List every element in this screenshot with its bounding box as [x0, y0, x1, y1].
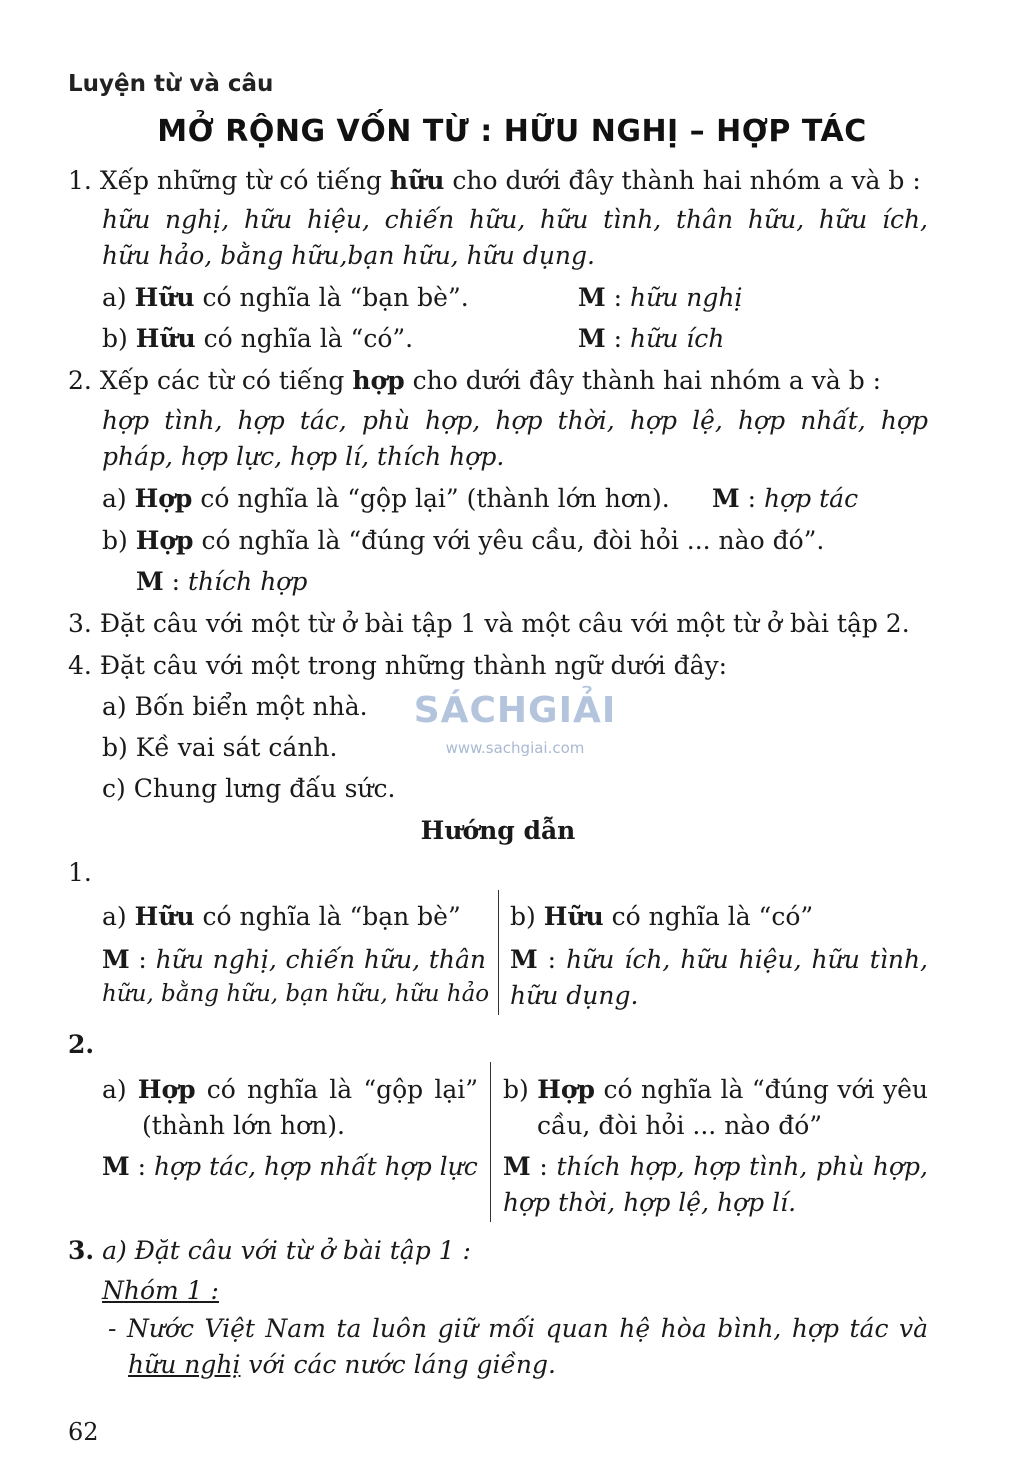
idiom-item: c) Chung lưng đấu sức.: [102, 774, 396, 803]
answer-3-sentence-line2: hữu nghị với các nước láng giềng.: [128, 1350, 556, 1379]
guide-heading: Hướng dẫn: [420, 816, 576, 845]
exercise-number: 1.: [68, 166, 92, 195]
section-label: Luyện từ và câu: [68, 71, 274, 97]
answer-1-left-heading: a) Hữu có nghĩa là “bạn bè”: [102, 902, 461, 931]
exercise-2-words-line2: pháp, hợp lực, hợp lí, thích hợp.: [102, 442, 505, 471]
exercise-1-group-b: b) Hữu có nghĩa là “có”.: [102, 324, 414, 353]
column-divider: [498, 890, 499, 1015]
answer-2-right-examples-line2: hợp thời, hợp lệ, hợp lí.: [503, 1188, 797, 1217]
lesson-title: MỞ RỘNG VỐN TỪ : HỮU NGHỊ – HỢP TÁC: [157, 114, 867, 149]
underlined-word: hữu nghị: [128, 1350, 241, 1379]
exercise-1-group-a-example: M : hữu nghị: [578, 283, 743, 312]
watermark-url: www.sachgiai.com: [445, 739, 585, 758]
answer-2-number: 2.: [68, 1030, 95, 1059]
answer-1-left-examples-line2: hữu, bằng hữu, bạn hữu, hữu hảo: [102, 981, 490, 1007]
answer-2-right-heading-line2: cầu, đòi hỏi ... nào đó”: [537, 1111, 823, 1140]
exercise-1-group-b-example: M : hữu ích: [578, 324, 725, 353]
answer-2-right-examples-line1: M : thích hợp, hợp tình, phù hợp,: [503, 1152, 928, 1181]
answer-2-left-examples: M : hợp tác, hợp nhất hợp lực: [102, 1152, 478, 1181]
exercise-2-group-b: b) Hợp có nghĩa là “đúng với yêu cầu, đòi hỏi ... nào đó”.: [102, 526, 825, 555]
answer-2-left-heading: a) Hợp có nghĩa là “gộp lại”: [102, 1075, 478, 1104]
exercise-number: 2.: [68, 366, 92, 395]
exercise-1-words-line1: hữu nghị, hữu hiệu, chiến hữu, hữu tình, thân hữu, hữu ích,: [102, 205, 928, 234]
exercise-number: 4.: [68, 651, 92, 680]
answer-3-group-label: Nhóm 1 :: [102, 1276, 219, 1305]
exercise-1-group-a: a) Hữu có nghĩa là “bạn bè”.: [102, 283, 469, 312]
idiom-item: b) Kề vai sát cánh.: [102, 733, 338, 762]
watermark-brand: SÁCHGIẢI: [413, 690, 617, 731]
exercise-2-group-b-example: M : thích hợp: [136, 567, 308, 596]
exercise-2-group-a: a) Hợp có nghĩa là “gộp lại” (thành lớn hơn).: [102, 484, 670, 513]
exercise-2-group-a-example: M : hợp tác: [712, 484, 859, 513]
answer-2-right-heading: b) Hợp có nghĩa là “đúng với yêu: [503, 1075, 928, 1104]
answer-1-number: 1.: [68, 858, 92, 887]
answer-1-right-heading: b) Hữu có nghĩa là “có”: [510, 902, 814, 931]
answer-3-intro: 3. a) Đặt câu với từ ở bài tập 1 :: [68, 1236, 471, 1265]
idiom-item: a) Bốn biển một nhà.: [102, 692, 368, 721]
answer-1-right-examples-line2: hữu dụng.: [510, 981, 639, 1010]
exercise-number: 3.: [68, 609, 92, 638]
exercise-1-words-line2: hữu hảo, bằng hữu,bạn hữu, hữu dụng.: [102, 241, 595, 270]
watermark: [410, 690, 620, 758]
page-number: 62: [68, 1418, 99, 1446]
exercise-4-prompt: 4. Đặt câu với một trong những thành ngữ dưới đây:: [68, 651, 728, 680]
answer-1-right-examples-line1: M : hữu ích, hữu hiệu, hữu tình,: [510, 945, 928, 974]
answer-3-sentence-line1: - Nước Việt Nam ta luôn giữ mối quan hệ hòa bình, hợp tác và: [108, 1314, 928, 1343]
answer-2-left-heading-line2: (thành lớn hơn).: [142, 1111, 346, 1140]
exercise-2-words-line1: hợp tình, hợp tác, phù hợp, hợp thời, hợp lệ, hợp nhất, hợp: [102, 406, 928, 435]
exercise-3-prompt: 3. Đặt câu với một từ ở bài tập 1 và một câu với một từ ở bài tập 2.: [68, 609, 910, 638]
exercise-2-prompt: 2. Xếp các từ có tiếng hợp cho dưới đây thành hai nhóm a và b :: [68, 366, 882, 395]
exercise-1-prompt: 1. Xếp những từ có tiếng hữu cho dưới đây thành hai nhóm a và b :: [68, 166, 921, 195]
answer-1-left-examples-line1: M : hữu nghị, chiến hữu, thân: [102, 945, 486, 974]
column-divider: [490, 1062, 491, 1222]
